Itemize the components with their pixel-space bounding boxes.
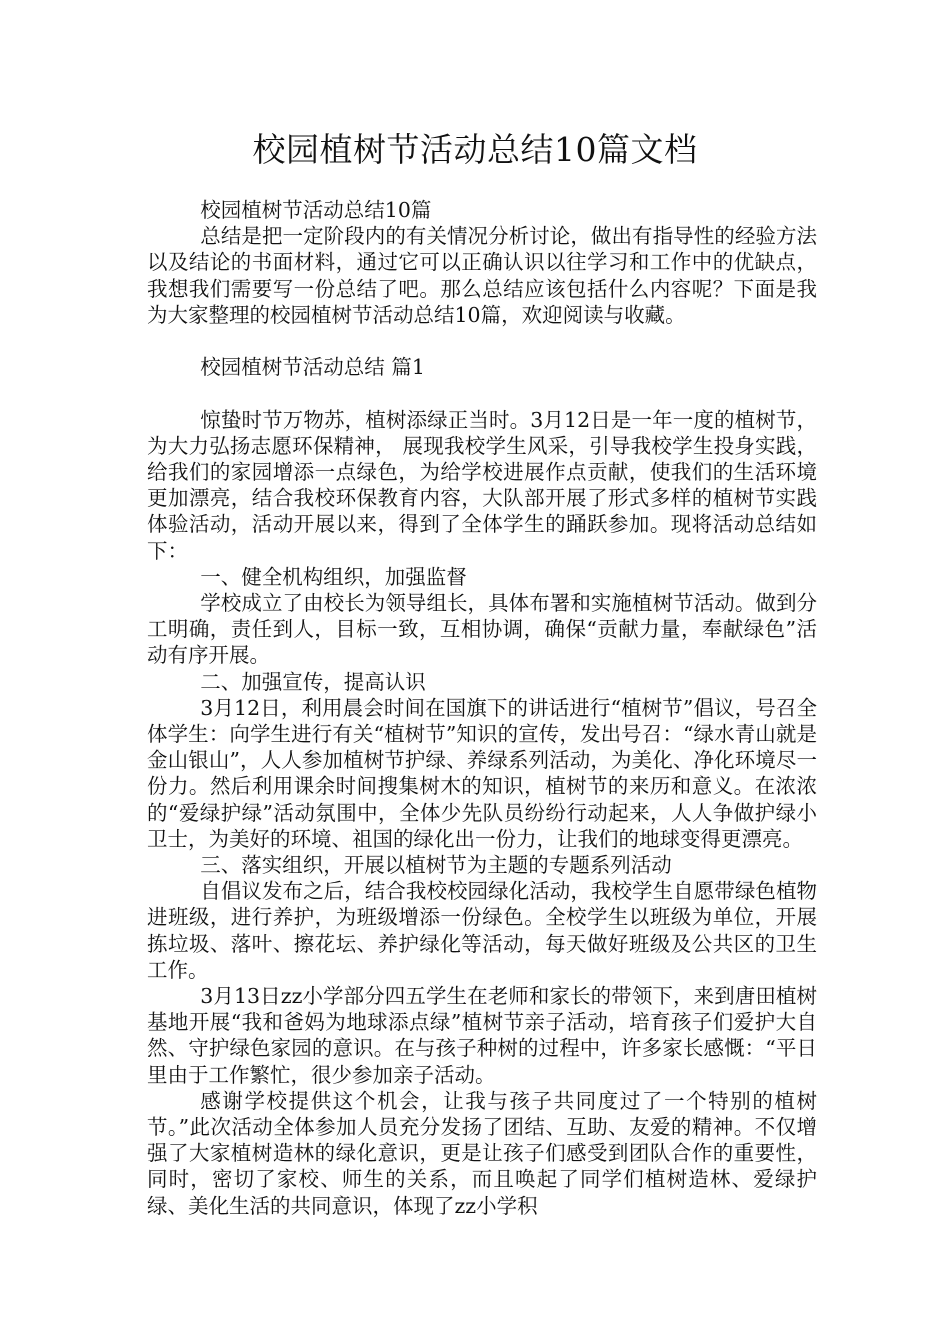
body-paragraph: 3月12日，利用晨会时间在国旗下的讲话进行“植树节”倡议，号召全体学生：向学生进行有关“植树节”知识的宣传，发出号召：“绿水青山就是金山银山”，人人参加植树节护绿、养绿系列活动，为美化、净化环境尽一份力。然后利用课余时间搜集树木的知识，植树节的来历和意义。在浓浓的“爱绿护绿”活动氛围中，全体少先队员纷纷行动起来，人人争做护绿小卫士，为美好的环境、祖国的绿化出一份力，让我们的地球变得更漂亮。 xyxy=(147,695,817,851)
section-heading: 校园植树节活动总结 篇1 xyxy=(200,355,425,380)
body-paragraph: 学校成立了由校长为领导组长，具体布署和实施植树节活动。做到分工明确，责任到人，目标一致，互相协调，确保“贡献力量，奉献绿色”活动有序开展。 xyxy=(147,591,817,668)
body-paragraph: 惊蛰时节万物苏，植树添绿正当时。3月12日是一年一度的植树节，为大力弘扬志愿环保精神， 展现我校学生风采，引导我校学生投身实践，给我们的家园增添一点绿色，为给学校进展作点贡献，使我们的生活环境更加漂亮，结合我校环保教育内容，大队部开展了形式多样的植树节实践体验活动，活动开展以来，得到了全体学生的踊跃参加。现将活动总结如下： xyxy=(147,407,817,563)
body-paragraph: 3月13日zz小学部分四五学生在老师和家长的带领下，来到唐田植树基地开展“我和爸妈为地球添点绿”植树节亲子活动，培育孩子们爱护大自然、守护绿色家园的意识。在与孩子种树的过程中，许多家长感慨：“平日里由于工作繁忙，很少参加亲子活动。 xyxy=(147,984,817,1087)
sub-heading: 一、健全机构组织，加强监督 xyxy=(200,564,467,589)
intro-paragraph: 总结是把一定阶段内的有关情况分析讨论，做出有指导性的经验方法以及结论的书面材料，通过它可以正确认识以往学习和工作中的优缺点，我想我们需要写一份总结了吧。那么总结应该包括什么内容呢？下面是我为大家整理的校园植树节活动总结10篇，欢迎阅读与收藏。 xyxy=(147,224,817,327)
body-paragraph: 感谢学校提供这个机会，让我与孩子共同度过了一个特别的植树节。”此次活动全体参加人员充分发扬了团结、互助、友爱的精神。不仅增强了大家植树造林的绿化意识，更是让孩子们感受到团队合作的重要性，同时，密切了家校、师生的关系，而且唤起了同学们植树造林、爱绿护绿、美化生活的共同意识，体现了zz小学积 xyxy=(147,1088,817,1218)
document-body xyxy=(147,197,817,1219)
document-title: 校园植树节活动总结10篇文档 xyxy=(252,130,698,169)
sub-heading: 二、加强宣传，提高认识 xyxy=(200,669,426,694)
body-paragraph: 自倡议发布之后，结合我校校园绿化活动，我校学生自愿带绿色植物进班级，进行养护，为班级增添一份绿色。全校学生以班级为单位，开展拣垃圾、落叶、擦花坛、养护绿化等活动，每天做好班级及公共区的卫生工作。 xyxy=(147,879,817,982)
subtitle-paragraph: 校园植树节活动总结10篇 xyxy=(200,198,432,222)
sub-heading: 三、落实组织，开展以植树节为主题的专题系列活动 xyxy=(200,853,672,878)
